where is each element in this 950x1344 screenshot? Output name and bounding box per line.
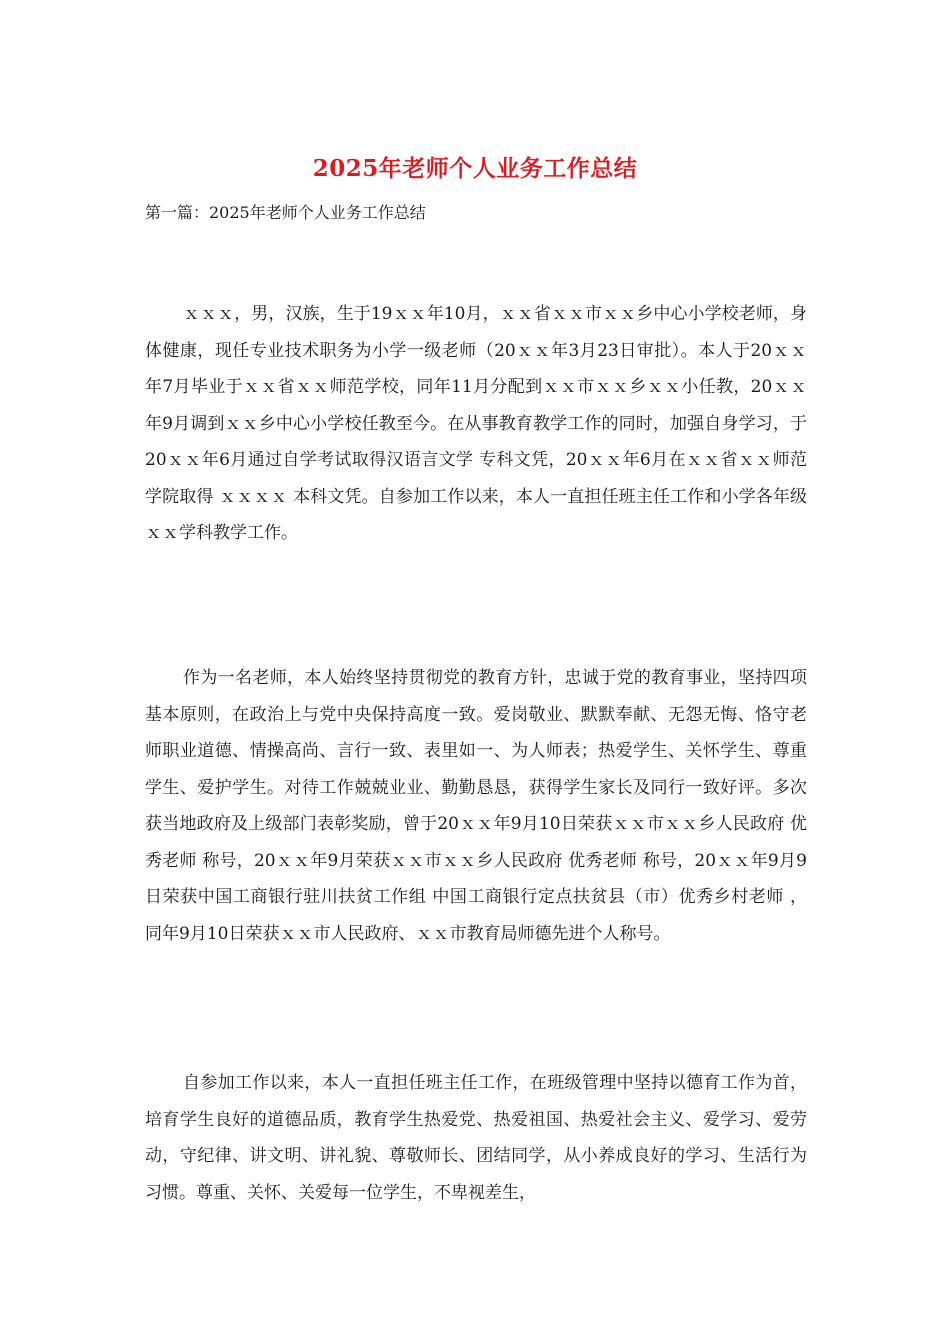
document-title: 2025年老师个人业务工作总结 xyxy=(312,155,638,182)
document-subtitle: 第一篇：2025年老师个人业务工作总结 xyxy=(145,203,426,222)
paragraph-personal-info: ｘｘｘ，男，汉族，生于19ｘｘ年10月，ｘｘ省ｘｘ市ｘｘ乡中心小学校老师，身体健康，现任专业技术职务为小学一级老师（20ｘｘ年3月23日审批）。本人于20ｘｘ年7月毕业于ｘｘ省ｘｘ师范学校，同年11月分配到ｘｘ市ｘｘ乡ｘｘ小任教，20ｘｘ年9月调到ｘｘ乡中心小学校任教至今。在从事教育教学工作的同时，加强自身学习，于20ｘｘ年6月通过自学考试取得汉语言文学 专科文凭，20ｘｘ年6月在ｘｘ省ｘｘ师范学院取得 ｘｘｘｘ 本科文凭。自参加工作以来，本人一直担任班主任工作和小学各年级ｘｘ学科教学工作。 xyxy=(145,304,807,543)
paragraph-professional-ethics: 作为一名老师，本人始终坚持贯彻党的教育方针，忠诚于党的教育事业，坚持四项基本原则，在政治上与党中央保持高度一致。爱岗敬业、默默奉献、无怨无悔、恪守老师职业道德、情操高尚、言行一致、表里如一、为人师表；热爱学生、关怀学生、尊重学生、爱护学生。对待工作兢兢业业、勤勤恳恳，获得学生家长及同行一致好评。多次获当地政府及上级部门表彰奖励，曾于20ｘｘ年9月10日荣获ｘｘ市ｘｘ乡人民政府 优秀老师 称号，20ｘｘ年9月荣获ｘｘ市ｘｘ乡人民政府 优秀老师 称号，20ｘｘ年9月9日荣获中国工商银行驻川扶贫工作组 中国工商银行定点扶贫县（市）优秀乡村老师 ， 同年9月10日荣获ｘｘ市人民政府、ｘｘ市教育局师德先进个人称号。 xyxy=(145,668,807,944)
paragraph-class-management: 自参加工作以来，本人一直担任班主任工作，在班级管理中坚持以德育工作为首，培育学生良好的道德品质，教育学生热爱党、热爱祖国、热爱社会主义、爱学习、爱劳动，守纪律、讲文明、讲礼貌、尊敬师长、团结同学，从小养成良好的学习、生活行为习惯。尊重、关怀、关爱每一位学生，不卑视差生， xyxy=(145,1073,807,1203)
